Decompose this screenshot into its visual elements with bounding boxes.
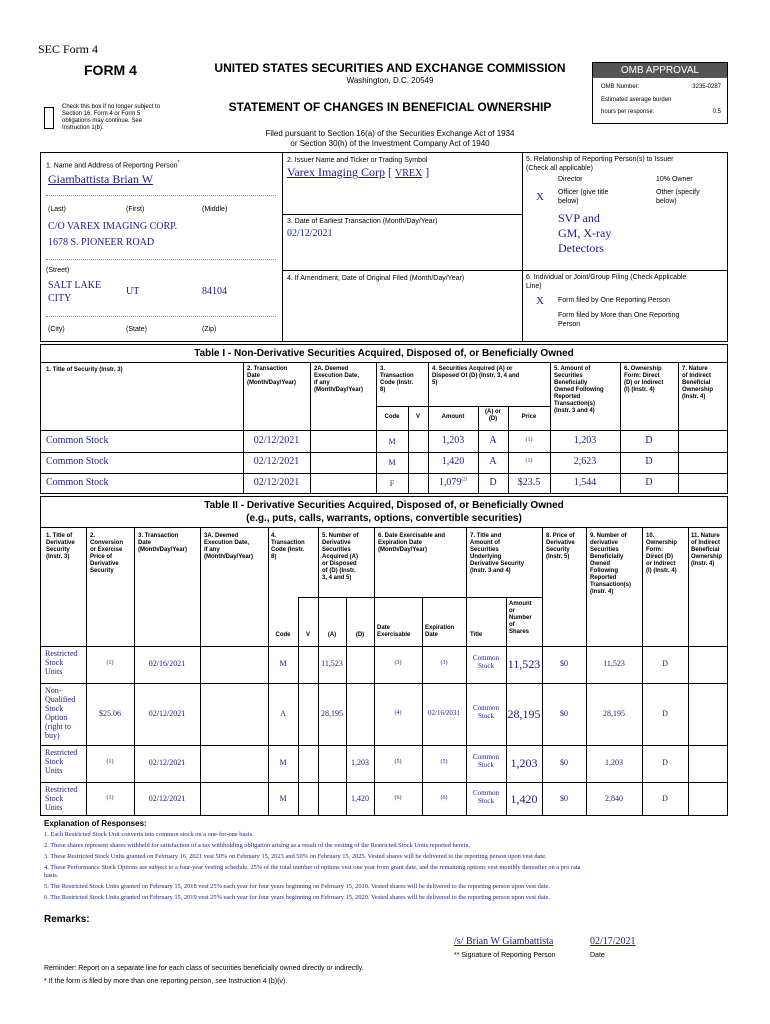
zip: 84104 <box>202 286 227 297</box>
t1-r0-title: Common Stock <box>46 435 109 446</box>
t2-r3-date: 02/12/2021 <box>148 794 186 803</box>
t2-h3: 3. Transaction Date (Month/Day/Year) <box>138 533 188 553</box>
t2-r3-ut: Common Stock <box>472 789 500 805</box>
t2-sub-code: Code <box>275 632 291 638</box>
ten-pct-owner-label: 10% Owner <box>656 176 693 183</box>
issuer-name-line: Varex Imaging Corp [ VREX ] <box>287 165 430 179</box>
t2-r1-conv: $25.06 <box>99 709 121 718</box>
sec-form-label: SEC Form 4 <box>38 42 99 56</box>
t2-r3-d: 1,420 <box>351 794 369 803</box>
t1-r0-date: 02/12/2021 <box>253 435 300 446</box>
t1-r2-form: D <box>645 477 653 488</box>
t2-r2-date: 02/12/2021 <box>148 758 186 767</box>
footnote: 1. Each Restricted Stock Unit converts into common stock on a one-for-one basis. <box>44 831 254 838</box>
t2-r0-a: 11,523 <box>321 659 343 668</box>
t2-r3-conv: (1) <box>106 795 114 801</box>
address-line-1: C/O VAREX IMAGING CORP. <box>48 221 178 232</box>
t1-r0-code: M <box>388 437 396 446</box>
state-label: (State) <box>126 326 148 333</box>
table-1-title: Table I - Non-Derivative Securities Acquired, Disposed of, or Beneficially Owned <box>194 348 574 359</box>
t1-r0-ad: A <box>489 435 497 446</box>
street-label: (Street) <box>46 267 70 274</box>
t2-r3-code: M <box>279 794 287 803</box>
t2-r3-title: Restricted Stock Units <box>45 785 78 812</box>
footnote: 3. These Restricted Stock Units granted on February 16, 2021 vest 50% on February 15, 2023 and 50% on February 15, 2025. Vested shares will be delivered to the reporting person upon vest date. <box>44 853 547 860</box>
earliest-date-label: 3. Date of Earliest Transaction (Month/Day/Year) <box>287 218 438 225</box>
explanation-title: Explanation of Responses: <box>44 819 147 828</box>
t2-r1-form: D <box>662 709 668 718</box>
t2-r2-form: D <box>662 758 668 767</box>
t2-r1-date: 02/12/2021 <box>148 709 186 718</box>
t2-h11: 11. Nature of Indirect Beneficial Ownership (Instr. 4) <box>691 533 723 567</box>
footnote: 5. The Restricted Stock Units granted on February 15, 2018 vest 25% each year for four years beginning on February 15, 2019. Vested shares will be delivered to the reporting person upon vest date. <box>44 883 550 890</box>
state: UT <box>126 286 140 297</box>
t2-r0-price: $0 <box>560 659 568 668</box>
t2-r2-shares: 1,203 <box>510 756 538 770</box>
t1-h-code: 3. Transaction Code (Instr. 8) <box>380 366 414 393</box>
t2-r3-ex: (6) <box>394 795 402 801</box>
t2-sub-d: (D) <box>355 632 365 638</box>
t2-r3-exp: (6) <box>440 795 448 801</box>
t2-r1-owned: 28,195 <box>603 709 625 718</box>
footnote: 4. These Performance Stock Options are subject to a four-year vesting schedule. 25% of the total number of options vest one year from grant date, and the remaining options vest monthly thereafter on a pro rata <box>44 864 581 871</box>
t2-h10: 10. Ownership Form: Direct (D) or Indirect (I) (Instr. 4) <box>646 533 678 574</box>
t1-r2-code: F <box>389 479 395 488</box>
t1-r1-amount: 1,420 <box>441 456 465 467</box>
t1-r0-price: (1) <box>525 437 533 443</box>
more-person-label: Form filed by More than One Reporting Person <box>558 312 680 328</box>
relationship-label: 5. Relationship of Reporting Person(s) to Issuer (Check all applicable) <box>526 156 674 172</box>
t2-r2-d: 1,203 <box>351 758 369 767</box>
t2-r2-exp: (5) <box>440 759 448 765</box>
t1-r1-form: D <box>645 456 653 467</box>
t2-r0-code: M <box>279 659 287 668</box>
t2-r3-form: D <box>662 794 668 803</box>
middle-label: (Middle) <box>202 206 228 213</box>
t2-r1-price: $0 <box>560 709 568 718</box>
signature-label: ** Signature of Reporting Person <box>454 952 556 959</box>
t1-sub-code: Code <box>384 414 400 420</box>
filing-type-label: 6. Individual or Joint/Group Filing (Check Applicable Line) <box>526 274 687 290</box>
t2-r1-exp: 02/16/2031 <box>428 709 460 717</box>
t1-r1-owned: 2,623 <box>573 456 597 467</box>
omb-approval-box <box>592 62 728 124</box>
no-longer-subject-checkbox[interactable] <box>44 107 54 129</box>
t2-sub-title: Title <box>470 632 483 638</box>
t2-sub-a: (A) <box>327 632 337 638</box>
t2-r0-exp: (3) <box>440 660 448 666</box>
t2-r2-ut: Common Stock <box>472 753 500 769</box>
t2-r3-owned: 2,840 <box>605 794 623 803</box>
t2-r3-shares: 1,420 <box>510 792 538 806</box>
form-title: FORM 4 <box>84 62 137 78</box>
t2-r0-ut: Common Stock <box>472 654 500 670</box>
t2-r0-form: D <box>662 659 668 668</box>
reporting-person-name[interactable]: Giambattista Brian W <box>48 172 154 186</box>
t1-sub-ad: (A) or (D) <box>485 409 501 422</box>
officer-title: SVP and GM, X-ray Detectors <box>558 211 612 255</box>
t2-r1-title: Non- Qualified Stock Option (right to buy) <box>45 686 76 740</box>
omb-number-label: OMB Number: <box>601 84 640 90</box>
remarks-label: Remarks: <box>44 914 90 925</box>
t2-r0-date: 02/16/2021 <box>148 659 186 668</box>
officer-mark[interactable]: X <box>536 191 544 203</box>
t2-h3a: 3A. Deemed Execution Date, if any (Month/Day/Year) <box>204 533 254 560</box>
t2-r0-title: Restricted Stock Units <box>45 649 78 676</box>
reporting-person-label: 1. Name and Address of Reporting Person* <box>46 160 180 170</box>
footnote-star: * If the form is filed by more than one reporting person, see Instruction 4 (b)(v). <box>44 978 288 985</box>
t2-h9: 9. Number of derivative Securities Beneficially Owned Following Reported Transaction(s) (Instr. 4) <box>590 533 632 595</box>
t2-h4: 4. Transaction Code (Instr. 8) <box>271 533 305 560</box>
checkbox-instruction: Check this box if no longer subject to Section 16. Form 4 or Form 5 obligations may continue. See Instruction 1(b). <box>62 104 161 131</box>
t1-r0-owned: 1,203 <box>573 435 597 446</box>
t2-r1-shares: 28,195 <box>507 707 541 721</box>
footnote-cont: basis. <box>44 872 59 879</box>
signature: /s/ Brian W Giambattista <box>454 936 554 947</box>
t2-h6: 6. Date Exercisable and Expiration Date (Month/Day/Year) <box>378 533 446 553</box>
t2-r1-code: A <box>280 709 286 718</box>
issuer-ticker[interactable]: VREX <box>394 168 423 179</box>
t2-sub-v: V <box>305 632 310 638</box>
omb-burden-label: Estimated average burden <box>601 97 672 103</box>
t2-h8: 8. Price of Derivative Security (Instr. 5) <box>546 533 575 560</box>
t1-r1-title: Common Stock <box>46 456 109 467</box>
signature-date: 02/17/2021 <box>590 936 636 947</box>
t2-r1-ut: Common Stock <box>472 704 500 720</box>
t2-r2-conv: (1) <box>106 759 114 765</box>
footnote: 2. These shares represent shares withheld for satisfaction of a tax withholding obligation arising as a result of the vesting of the Restricted Stock Units reported herein. <box>44 842 471 849</box>
statement-title: STATEMENT OF CHANGES IN BENEFICIAL OWNERSHIP <box>228 100 552 114</box>
t2-r0-conv: (1) <box>106 660 114 666</box>
t2-r0-shares: 11,523 <box>507 657 541 671</box>
reminder: Reminder: Report on a separate line for each class of securities beneficially owned directly or indirectly. <box>44 965 364 972</box>
t2-r2-title: Restricted Stock Units <box>45 748 78 775</box>
t1-r1-price: (1) <box>525 458 533 464</box>
t1-r1-code: M <box>388 458 396 467</box>
t1-r2-date: 02/12/2021 <box>253 477 300 488</box>
t1-h-nature: 7. Nature of Indirect Beneficial Ownership (Instr. 4) <box>682 366 714 400</box>
commission-location: Washington, D.C. 20549 <box>346 76 434 85</box>
t1-h-form: 6. Ownership Form: Direct (D) or Indirect (I) (Instr. 4) <box>624 366 664 393</box>
table-2-title: Table II - Derivative Securities Acquired, Disposed of, or Beneficially Owned (e.g., puts, calls, warrants, options, convertible securities) <box>204 500 564 524</box>
earliest-date: 02/12/2021 <box>287 228 333 239</box>
t2-r2-ex: (5) <box>394 759 402 765</box>
commission-title: UNITED STATES SECURITIES AND EXCHANGE COMMISSION <box>214 61 566 75</box>
t2-sub-expiration: Expiration Date <box>425 625 455 638</box>
omb-burden: 0.5 <box>712 109 721 115</box>
zip-label: (Zip) <box>202 326 217 333</box>
t1-h-deemed: 2A. Deemed Execution Date, if any (Month/Day/Year) <box>314 366 364 393</box>
t2-r1-a: 28,195 <box>321 709 343 718</box>
city-label: (City) <box>48 326 65 333</box>
issuer-name[interactable]: Varex Imaging Corp <box>287 165 385 179</box>
t1-r2-ad: D <box>489 477 497 488</box>
t2-r1-ex: (4) <box>394 710 402 716</box>
date-label: Date <box>590 952 605 959</box>
t2-r3-price: $0 <box>560 794 568 803</box>
other-label: Other (specify below) <box>656 189 700 205</box>
first-label: (First) <box>126 206 145 213</box>
omb-hours-label: hours per response: <box>601 109 655 115</box>
t1-r2-price: $23.5 <box>517 477 541 488</box>
t2-sub-amount: Amount or Number of Shares <box>509 601 532 635</box>
t1-h-owned: 5. Amount of Securities Beneficially Owned Following Reported Transaction(s) (Instr. 3 and 4) <box>554 366 604 414</box>
t2-r0-owned: 11,523 <box>603 659 625 668</box>
t1-r1-date: 02/12/2021 <box>253 456 300 467</box>
t1-r0-amount: 1,203 <box>441 435 465 446</box>
t2-r2-code: M <box>279 758 287 767</box>
amendment-label: 4. If Amendment, Date of Original Filed (Month/Day/Year) <box>287 275 465 282</box>
omb-number: 3235-0287 <box>692 84 721 90</box>
t2-r0-ex: (3) <box>394 660 402 666</box>
officer-label: Officer (give title below) <box>558 189 609 205</box>
footnote: 6. The Restricted Stock Units granted on February 15, 2019 vest 25% each year for four years beginning on February 15, 2020. Vested shares will be delivered to the reporting person upon vest date. <box>44 894 550 901</box>
t1-r1-ad: A <box>489 456 497 467</box>
t1-h-date: 2. Transaction Date (Month/Day/Year) <box>247 366 297 386</box>
t2-h1: 1. Title of Derivative Security (Instr. 3) <box>46 533 75 560</box>
explanation-notes <box>44 831 728 902</box>
city: SALT LAKE CITY <box>48 280 102 304</box>
t1-r2-amount: 1,079$^{(2)}$ <box>438 477 468 488</box>
t1-h-acquired: 4. Securities Acquired (A) or Disposed Of (D) (Instr. 3, 4 and 5) <box>432 366 520 386</box>
t1-sub-v: V <box>415 414 420 420</box>
t1-r2-title: Common Stock <box>46 477 109 488</box>
t2-h7: 7. Title and Amount of Securities Underlying Derivative Security (Instr. 3 and 4) <box>470 533 525 574</box>
filed-pursuant: Filed pursuant to Section 16(a) of the Securities Exchange Act of 1934 or Section 30(h) of the Investment Company Act of 1940 <box>265 129 515 148</box>
t1-h-title: 1. Title of Security (Instr. 3) <box>46 367 123 373</box>
t2-sub-exercisable: Date Exercisable <box>377 625 411 638</box>
filing-mark[interactable]: X <box>536 295 544 307</box>
t1-r0-form: D <box>645 435 653 446</box>
one-person-label: Form filed by One Reporting Person <box>558 297 671 304</box>
director-label: Director <box>558 176 583 183</box>
t1-sub-price: Price <box>521 414 537 420</box>
t1-sub-amount: Amount <box>441 414 465 420</box>
issuer-label: 2. Issuer Name and Ticker or Trading Symbol <box>287 157 428 164</box>
t2-h5: 5. Number of Derivative Securities Acquired (A) or Disposed of (D) (Instr. 3, 4 and 5) <box>322 533 359 581</box>
t2-r2-price: $0 <box>560 758 568 767</box>
t2-h2: 2. Conversion or Exercise Price of Derivative Security <box>90 533 124 574</box>
t2-r2-owned: 1,203 <box>605 758 623 767</box>
address-line-2: 1678 S. PIONEER ROAD <box>48 237 155 248</box>
omb-title: OMB APPROVAL <box>593 63 727 78</box>
last-label: (Last) <box>48 206 66 213</box>
t1-r2-owned: 1,544 <box>573 477 597 488</box>
